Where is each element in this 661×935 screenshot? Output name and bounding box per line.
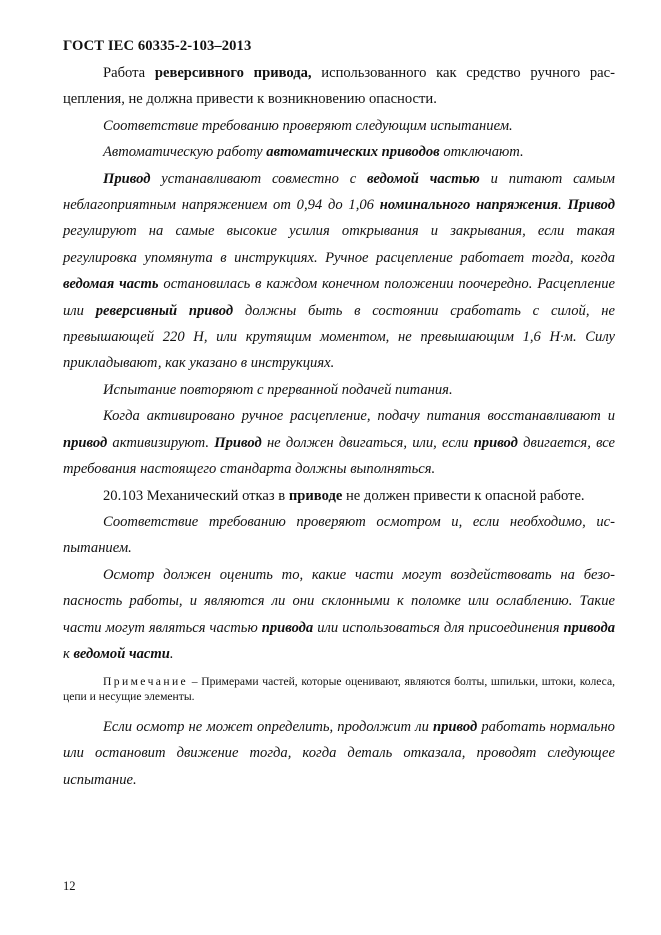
text: Соответствие требованию проверяют следующим испытанием. — [103, 117, 513, 134]
paragraph-compliance-check — [63, 113, 615, 139]
term-driven-part: ведомой части — [73, 645, 170, 662]
paragraph-reversible-drive — [63, 60, 615, 113]
text: активизируют. — [107, 434, 215, 451]
note-label: Примечание — [103, 675, 189, 689]
paragraph-further-test — [63, 714, 615, 793]
text: двигается, все требования настоящего стандарта должны выполняться. — [63, 434, 615, 478]
term-drive: привод — [433, 718, 478, 735]
note — [63, 675, 615, 703]
text: должны быть в состоянии сработать с силой, не превышающей 220 Н, или крутящим моментом, не превышающим 1,6 Н·м. Силу прикладывают, как указано в инструкциях. — [63, 302, 615, 372]
text: отключают. — [439, 144, 524, 161]
text: Осмотр должен оценить то, какие части могут воздействовать на безопасность работы, и являются ли они склонными к поломке или ослаблению. Такие части могут являться частью — [63, 566, 615, 636]
text: или использоваться для присоединения — [313, 619, 564, 636]
text: Автоматическую работу — [103, 144, 267, 161]
text: не должен двигаться, или, если — [261, 434, 474, 451]
term-automatic-drives: автоматических приводов — [266, 144, 440, 161]
text: регулируют на самые высокие усилия открывания и закрывания, если такая регулировка упомянута в инструкциях. Ручное расцепление работает тогда, когда — [63, 223, 615, 266]
term-drive: Привод — [214, 434, 262, 451]
text: использованного как средство ручного расцепления, не должна привести к возникновению опасности. — [63, 65, 615, 108]
paragraph-test-procedure — [63, 166, 615, 377]
text: работать нормально или остановит движение тогда, когда деталь отказала, проводят следующее испытание. — [63, 718, 615, 788]
term-driven-part: ведомой частью — [367, 170, 480, 187]
term-drive: привод — [63, 434, 108, 451]
text: и питают самым неблагоприятным напряжением от 0,94 до 1,06 — [63, 170, 615, 214]
paragraph-automatic-off — [63, 139, 615, 165]
text: Испытание повторяют с прерванной подачей питания. — [103, 381, 453, 398]
term-drive: привода — [261, 619, 314, 636]
document-body — [63, 60, 615, 793]
text: остановилась в каждом конечном положении поочередно. Расцепление или — [63, 276, 615, 319]
term-driven-part: ведомая часть — [63, 276, 159, 293]
paragraph-manual-release — [63, 403, 615, 482]
text: Соответствие требованию проверяют осмотром и, если необходимо, испытанием. — [63, 513, 615, 557]
term-drive: привода — [563, 619, 615, 636]
text: устанавливают совместно с — [150, 170, 368, 187]
term-drive: приводе — [288, 487, 343, 504]
text: . — [558, 197, 568, 214]
term-drive: Привод — [567, 197, 615, 214]
document-header-title: ГОСТ IEC 60335-2-103–2013 — [63, 38, 252, 54]
term-reversible-drive: реверсивный привод — [95, 302, 234, 319]
term-rated-voltage: номинального напряжения — [379, 197, 559, 214]
page-number: 12 — [63, 879, 76, 893]
text: . — [169, 645, 174, 662]
text: Когда активировано ручное расцепление, подачу питания восстанавливают и — [103, 408, 615, 425]
text: не должен привести к опасной работе. — [342, 487, 585, 504]
term-reversible-drive: реверсивного привода, — [154, 65, 312, 81]
note-text: – Примерами частей, которые оценивают, являются болты, шпильки, штоки, колеса, цепи и несущие элементы. — [63, 675, 615, 703]
text: 20.103 Механический отказ в — [103, 487, 289, 504]
paragraph-clause-20-103 — [63, 483, 615, 509]
paragraph-inspection-check — [63, 509, 615, 562]
paragraph-repeat-test — [63, 377, 615, 403]
text: к — [63, 645, 74, 662]
paragraph-inspection-scope — [63, 562, 615, 668]
term-drive: Привод — [103, 170, 151, 187]
term-drive: привод — [473, 434, 518, 451]
text: Работа — [103, 65, 155, 81]
text: Если осмотр не может определить, продолжит ли — [103, 718, 434, 735]
